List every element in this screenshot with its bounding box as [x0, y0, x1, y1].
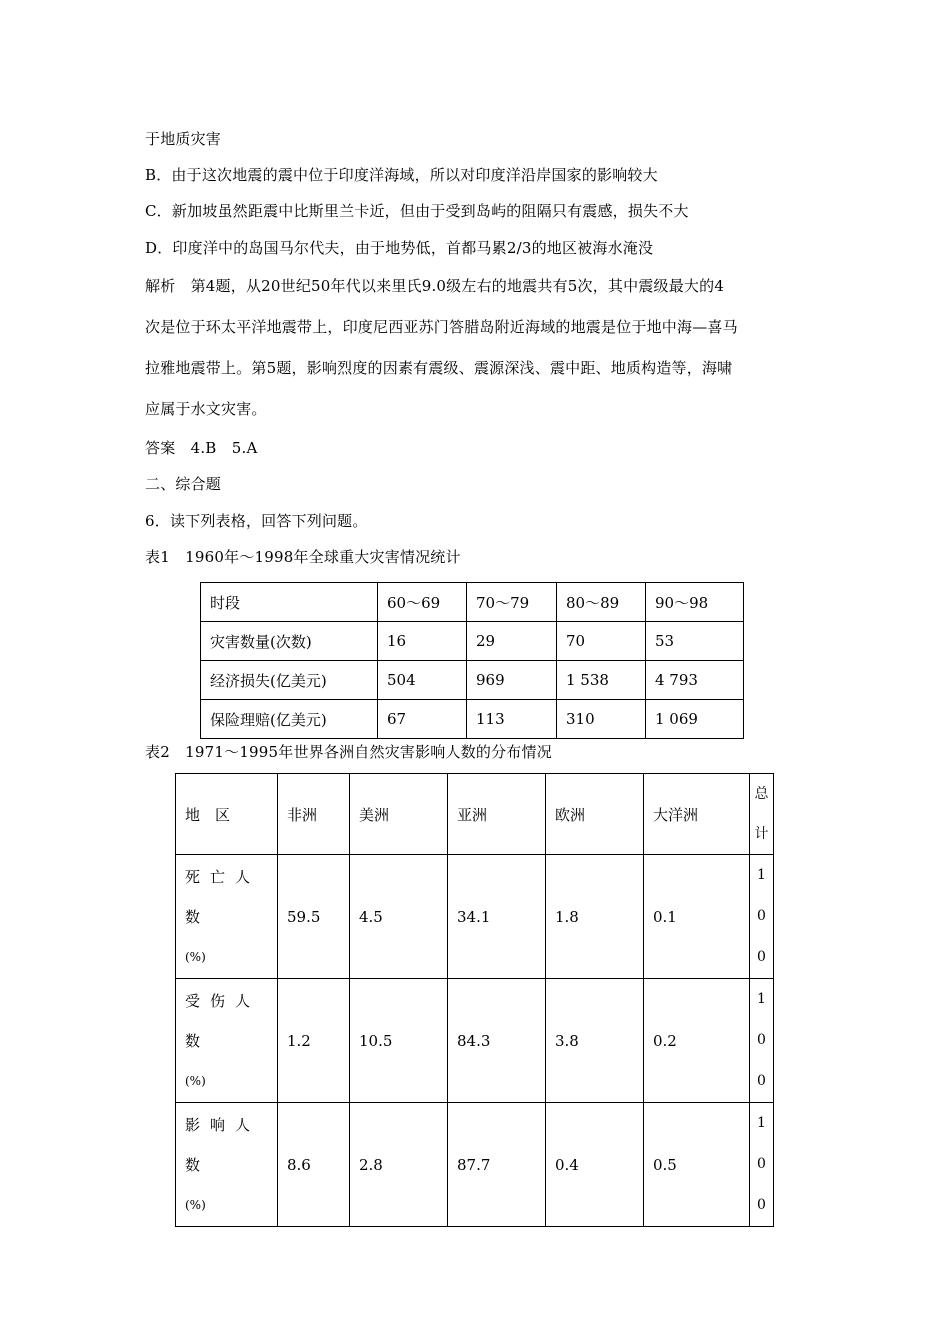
- row-label: 死亡人数: [185, 867, 261, 926]
- row-unit: (%): [185, 1197, 206, 1212]
- table-cell: 地 区: [176, 774, 278, 855]
- total-cell: [750, 979, 774, 1103]
- table-cell: 1.2: [278, 979, 350, 1103]
- table-cell: 90～98: [646, 583, 744, 622]
- table-row: [176, 855, 774, 979]
- row-label-cell: [176, 855, 278, 979]
- table-cell: 8.6: [278, 1103, 350, 1227]
- table-cell: 非洲: [278, 774, 350, 855]
- table-cell: 16: [378, 622, 467, 661]
- table-cell: 53: [646, 622, 744, 661]
- disaster-stats-table: [200, 582, 744, 739]
- table-cell: 80～89: [557, 583, 646, 622]
- table-cell: 29: [467, 622, 557, 661]
- table-cell: 310: [557, 700, 646, 739]
- option-d: D．印度洋中的岛国马尔代夫，由于地势低，首都马累2/3的地区被海水淹没: [145, 239, 654, 257]
- row-unit: (%): [185, 949, 206, 964]
- table-cell: 3.8: [546, 979, 644, 1103]
- analysis-line: 次是位于环太平洋地震带上，印度尼西亚苏门答腊岛附近海域的地震是位于地中海—喜马: [145, 318, 738, 336]
- table-cell: 504: [378, 661, 467, 700]
- total-digit: 0: [757, 1073, 766, 1089]
- table-header-row: [201, 583, 744, 622]
- analysis-line: 应属于水文灾害。: [145, 400, 267, 418]
- table-cell: 67: [378, 700, 467, 739]
- table-cell: 大洋洲: [644, 774, 750, 855]
- table-cell: 1 069: [646, 700, 744, 739]
- total-cell: [750, 855, 774, 979]
- option-c: C．新加坡虽然距震中比斯里兰卡近，但由于受到岛屿的阻隔只有震感，损失不大: [145, 202, 689, 220]
- table1-caption: 表1 1960年～1998年全球重大灾害情况统计: [145, 548, 461, 566]
- total-digit: 1: [757, 1115, 766, 1131]
- table-cell: 10.5: [350, 979, 448, 1103]
- table-row: [201, 622, 744, 661]
- table-cell: 亚洲: [448, 774, 546, 855]
- table-cell: 2.8: [350, 1103, 448, 1227]
- total-digit: 0: [757, 908, 766, 924]
- answer-line: 答案 4.B 5.A: [145, 439, 258, 457]
- total-char: 总: [754, 786, 769, 802]
- total-char: 计: [754, 826, 769, 842]
- question-line: 6．读下列表格，回答下列问题。: [145, 512, 368, 530]
- table-cell: 1 538: [557, 661, 646, 700]
- table-cell: 70～79: [467, 583, 557, 622]
- table-cell: 保险理赔(亿美元): [201, 700, 378, 739]
- row-unit: (%): [185, 1073, 206, 1088]
- row-label-cell: [176, 1103, 278, 1227]
- table-row: [176, 979, 774, 1103]
- analysis-line: 解析 第4题，从20世纪50年代以来里氏9.0级左右的地震共有5次，其中震级最大的4: [145, 277, 725, 295]
- paragraph: 于地质灾害: [145, 130, 222, 148]
- row-label: 受伤人数: [185, 991, 261, 1050]
- table2-caption: 表2 1971～1995年世界各洲自然灾害影响人数的分布情况: [145, 743, 552, 761]
- option-b: B．由于这次地震的震中位于印度洋海域，所以对印度洋沿岸国家的影响较大: [145, 166, 658, 184]
- total-digit: 0: [757, 1197, 766, 1213]
- table-cell: 70: [557, 622, 646, 661]
- table-header-row: [176, 774, 774, 855]
- total-digit: 1: [757, 991, 766, 1007]
- section-heading: 二、综合题: [145, 475, 222, 493]
- continent-impact-table: [175, 773, 774, 1227]
- table-row: [201, 700, 744, 739]
- table-cell: 4.5: [350, 855, 448, 979]
- table-cell: 84.3: [448, 979, 546, 1103]
- total-digit: 0: [757, 1156, 766, 1172]
- table-cell: 0.5: [644, 1103, 750, 1227]
- analysis-line: 拉雅地震带上。第5题，影响烈度的因素有震级、震源深浅、震中距、地质构造等，海啸: [145, 359, 733, 377]
- table-cell: 113: [467, 700, 557, 739]
- total-header-cell: [750, 774, 774, 855]
- total-digit: 0: [757, 949, 766, 965]
- table-cell: 时段: [201, 583, 378, 622]
- table-cell: 0.1: [644, 855, 750, 979]
- table-cell: 欧洲: [546, 774, 644, 855]
- table-cell: 0.4: [546, 1103, 644, 1227]
- table-cell: 60～69: [378, 583, 467, 622]
- table-cell: 4 793: [646, 661, 744, 700]
- total-digit: 1: [757, 867, 766, 883]
- table-cell: 969: [467, 661, 557, 700]
- total-digit: 0: [757, 1032, 766, 1048]
- table-cell: 34.1: [448, 855, 546, 979]
- row-label: 影响人数: [185, 1115, 261, 1174]
- row-label-cell: [176, 979, 278, 1103]
- table-row: [176, 1103, 774, 1227]
- table-cell: 87.7: [448, 1103, 546, 1227]
- table-cell: 美洲: [350, 774, 448, 855]
- table-cell: 1.8: [546, 855, 644, 979]
- table-cell: 经济损失(亿美元): [201, 661, 378, 700]
- table-cell: 灾害数量(次数): [201, 622, 378, 661]
- table-cell: 59.5: [278, 855, 350, 979]
- table-row: [201, 661, 744, 700]
- total-cell: [750, 1103, 774, 1227]
- table-cell: 0.2: [644, 979, 750, 1103]
